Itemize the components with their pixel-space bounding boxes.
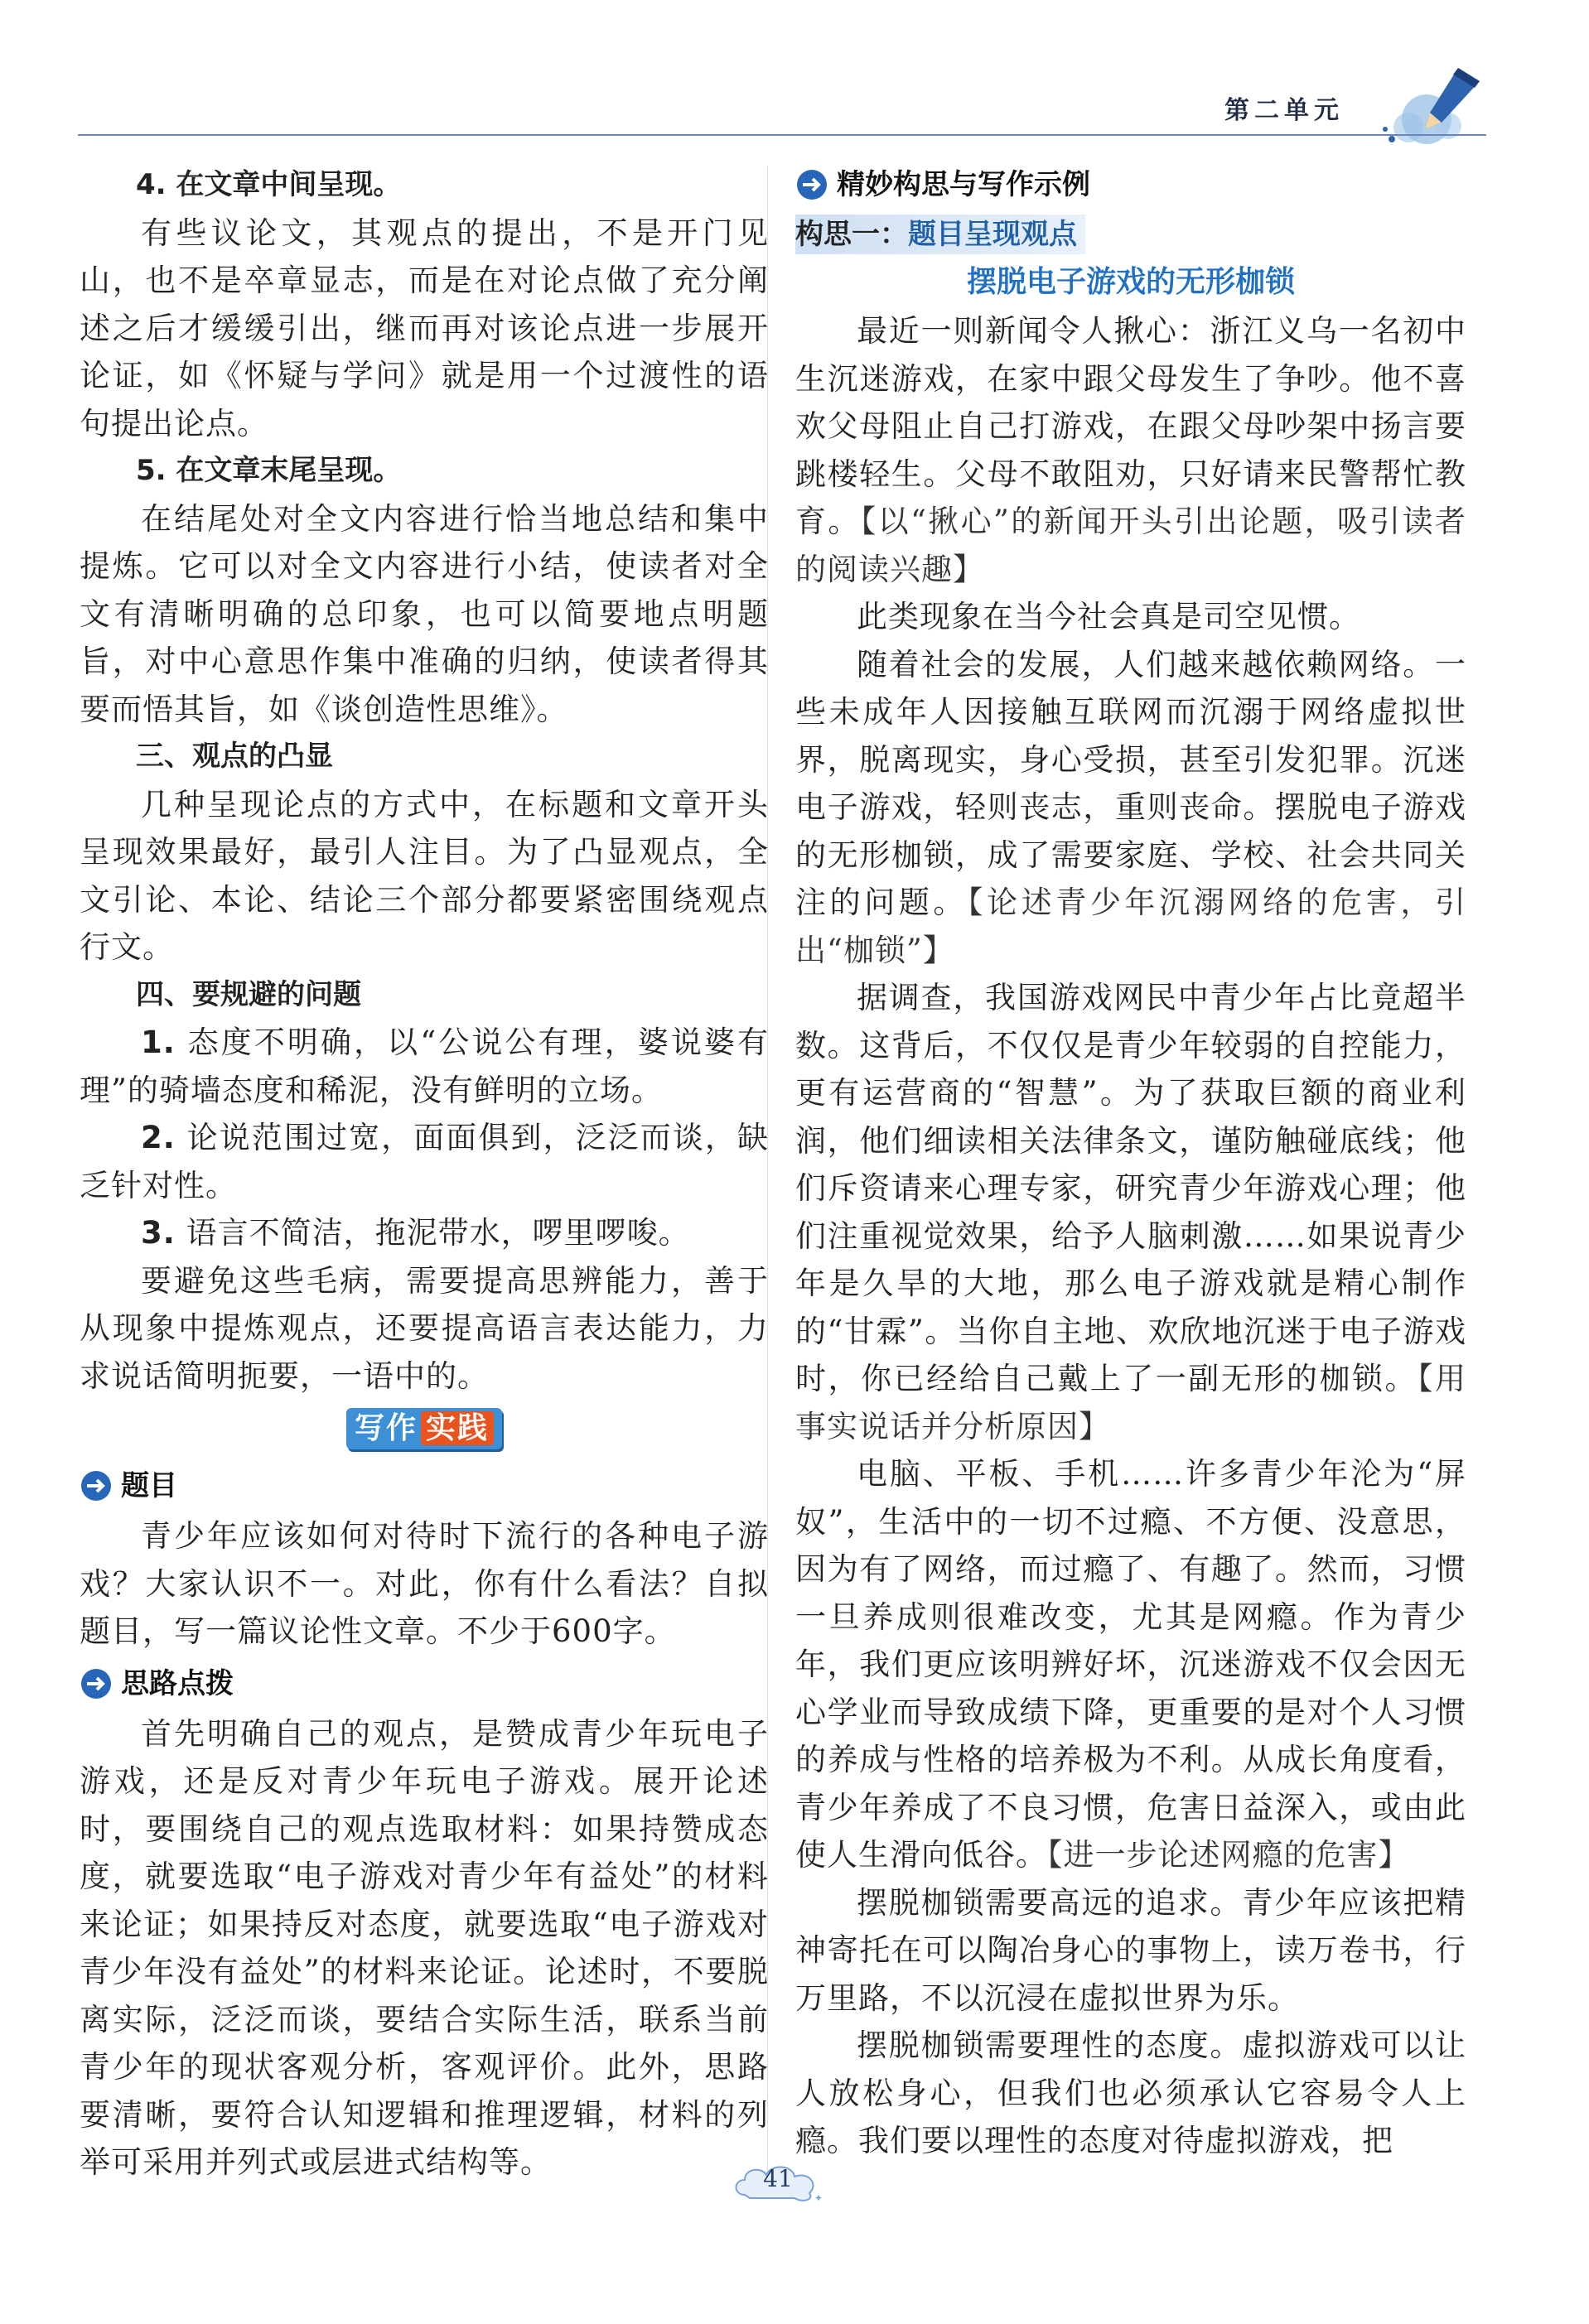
arrow-circle-icon [80,1667,113,1700]
left-column [80,162,769,2187]
topic-heading-text: 题目 [121,1469,177,1502]
essay-paragraph-text: 摆脱枷锁需要理性的态度。虚拟游戏可以让人放松身心，但我们也必须承认它容易令人上瘾。我们要以理性的态度对待虚拟游戏，把 [795,2027,1466,2158]
guide-text: 首先明确自己的观点，是赞成青少年玩电子游戏，还是反对青少年玩电子游戏。展开论述时，要围绕自己的观点选取材料：如果持赞成态度，就要选取“电子游戏对青少年有益处”的材料来论证；如果持反对态度，就要选取“电子游戏对青少年没有益处”的材料来论证。论述时，不要脱离实际，泛泛而谈，要结合实际生活，联系当前青少年的现状客观分析，客观评价。此外，思路要清晰，要符合认知逻辑和推理逻辑，材料的列举可采用并列式或层进式结构等。 [80,1715,769,2180]
arrow-circle-icon [80,1469,113,1502]
list-text: 态度不明确，以“公说公有理，婆说婆有理”的骑墙态度和稀泥，没有鲜明的立场。 [80,1025,769,1108]
left-subheading: 四、要规避的问题 [136,977,361,1011]
essay-paragraph [795,593,1466,641]
banner-label [346,1408,502,1449]
essay-paragraph-text: 据调查，我国游戏网民中青少年占比竟超半数。这背后，不仅仅是青少年较弱的自控能力，更有运营商的“智慧”。为了获取巨额的商业利润，他们细读相关法律条文，谨防触碰底线；他们斥资请来心理专家，研究青少年游戏心理；他们注重视觉效果，给予人脑刺激……如果说青少年是久旱的大地，那么电子游戏就是精心制作的“甘霖”。当你自主地、欢欣地沉迷于电子游戏时，你已经给自己戴上了一副无形的枷锁。 [795,980,1466,1396]
page-number: 41 [763,2165,793,2192]
list-number: 1. [141,1025,176,1060]
pencil-decoration-icon [1375,60,1491,151]
gousi-label: 构思一： [795,218,908,251]
banner-part2: 实践 [421,1411,494,1445]
essay-paragraph-text: 随着社会的发展，人们越来越依赖网络。一些未成年人因接触互联网而沉溺于网络虚拟世界，脱离现实，身心受损，甚至引发犯罪。沉迷电子游戏，轻则丧志，重则丧命。摆脱电子游戏的无形枷锁，成了需要家庭、学校、社会共同关注的问题。 [795,646,1466,920]
list-text: 论说范围过宽，面面俱到，泛泛而谈，缺乏针对性。 [80,1120,769,1203]
left-list-item [80,1209,769,1257]
gousi-label-box [795,215,1085,254]
left-paragraph: 在结尾处对全文内容进行恰当地总结和集中提炼。它可以对全文内容进行小结，使读者对全文有清晰明确的总印象，也可以简要地点明题旨，对中心意思作集中准确的归纳，使读者得其要而悟其旨，如《谈创造性思维》。 [80,500,769,727]
list-text: 语言不简洁，拖泥带水，啰里啰唆。 [175,1215,690,1251]
topic-heading [80,1463,769,1509]
left-list-item [80,1019,769,1114]
essay-paragraph [795,1879,1466,2023]
svg-text:✦: ✦ [814,2192,823,2204]
essay-annotation: 【以“揪心”的新闻开头引出论题，吸引读者的阅读兴趣】 [795,504,1466,587]
essay-title: 摆脱电子游戏的无形枷锁 [966,265,1295,299]
essay-paragraph-text: 最近一则新闻令人揪心：浙江义乌一名初中生沉迷游戏，在家中跟父母发生了争吵。他不喜欢父母阻止自己打游戏，在跟父母吵架中扬言要跳楼轻生。父母不敢阻劝，只好请来民警帮忙教育。 [795,313,1466,539]
left-flow [80,162,769,1400]
guide-heading [80,1661,769,1707]
list-number: 2. [141,1120,176,1155]
topic-text: 青少年应该如何对待时下流行的各种电子游戏？大家认识不一。对此，你有什么看法？自拟题目，写一篇议论性文章。不少于600字。 [80,1518,769,1649]
guide-heading-text: 思路点拨 [121,1666,234,1700]
banner-part1: 写作 [354,1411,418,1445]
essay-paragraph [795,307,1466,593]
essay-paragraph-text: 电脑、平板、手机……许多青少年沦为“屏奴”，生活中的一切不过瘾、不方便、没意思，因为有了网络，而过瘾了、有趣了。然而，习惯一旦养成则很难改变，尤其是网瘾。作为青少年，我们更应该明辨好坏，沉迷游戏不仅会因无心学业而导致成绩下降，更重要的是对个人习惯的养成与性格的培养极为不利。从成长角度看，青少年养成了不良习惯，危害日益深入，或由此使人生滑向低谷。 [795,1456,1466,1873]
left-subheading: 4. 在文章中间呈现。 [136,168,402,201]
left-paragraph: 要避免这些毛病，需要提高思辨能力，善于从现象中提炼观点，还要提高语言表达能力，力求说话简明扼要，一语中的。 [80,1262,769,1394]
left-list-item [80,1114,769,1209]
list-number: 3. [141,1215,176,1251]
essay-annotation: 【论述青少年沉溺网络的危害，引出“枷锁”】 [795,885,1467,968]
essay-paragraph [795,1450,1466,1879]
left-subheading: 5. 在文章末尾呈现。 [136,454,402,487]
essay-body [795,307,1466,2165]
arrow-circle-icon [795,168,828,201]
example-heading [795,162,1466,208]
header-rule [78,134,1486,136]
essay-paragraph-text: 此类现象在当今社会真是司空见惯。 [857,599,1360,634]
essay-paragraph [795,974,1466,1450]
essay-annotation: 【进一步论述网瘾的危害】 [1047,1837,1410,1873]
gousi-text: 题目呈现观点 [908,218,1077,251]
unit-label: 第二单元 [1224,96,1344,125]
essay-paragraph-text: 摆脱枷锁需要高远的追求。青少年应该把精神寄托在可以陶冶身心的事物上，读万卷书，行万里路，不以沉浸在虚拟世界为乐。 [795,1884,1466,2016]
left-paragraph: 有些议论文，其观点的提出，不是开门见山，也不是卒章显志，而是在对论点做了充分阐述之后才缓缓引出，继而再对该论点进一步展开论证，如《怀疑与学问》就是用一个过渡性的语句提出论点。 [80,215,769,441]
writing-practice-banner [80,1408,769,1456]
essay-annotation: 【用事实说话并分析原因】 [795,1361,1467,1444]
right-column [795,162,1466,2165]
essay-paragraph [795,2022,1466,2165]
example-heading-text: 精妙构思与写作示例 [837,168,1090,201]
left-subheading: 三、观点的凸显 [136,740,333,773]
essay-paragraph [795,641,1466,975]
page-number-badge [728,2158,828,2205]
left-paragraph: 几种呈现论点的方式中，在标题和文章开头呈现效果最好，最引人注目。为了凸显观点，全文引论、本论、结论三个部分都要紧密围绕观点行文。 [80,786,769,965]
